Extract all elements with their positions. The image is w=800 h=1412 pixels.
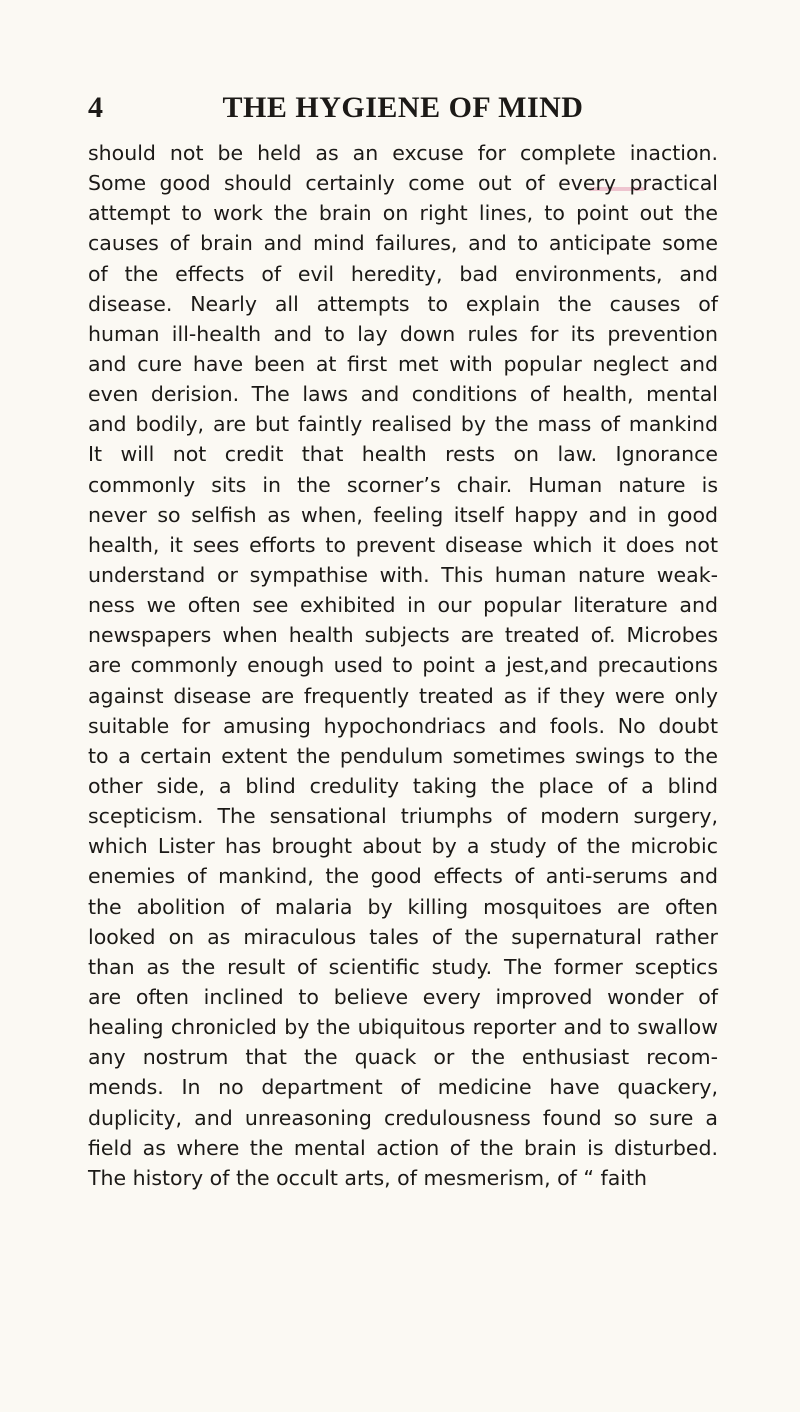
page-number: 4 <box>88 91 103 124</box>
text-line: and bodily, are but faintly realised by the mass of mankind <box>88 412 718 437</box>
page-header <box>88 88 718 128</box>
text-line: against disease are frequently treated as if they were only <box>88 683 718 708</box>
text-line: disease. Nearly all attempts to explain the causes of <box>88 291 718 316</box>
text-line: The history of the occult arts, of mesmerism, of “ faith <box>88 1165 648 1190</box>
text-line: looked on as miraculous tales of the supernatural rather <box>88 924 718 949</box>
text-line: duplicity, and unreasoning credulousness found so sure a <box>88 1105 718 1130</box>
text-line: are commonly enough used to point a jest,and precautions <box>88 653 718 678</box>
text-line: human ill-health and to lay down rules for its prevention <box>88 321 718 346</box>
text-line: to a certain extent the pendulum sometimes swings to the <box>88 743 718 768</box>
text-line: the abolition of malaria by killing mosquitoes are often <box>88 894 718 919</box>
text-line: attempt to work the brain on right lines, to point out the <box>88 201 718 226</box>
text-line: of the effects of evil heredity, bad environments, and <box>88 261 718 286</box>
text-line: causes of brain and mind failures, and to anticipate some <box>88 231 718 256</box>
text-line: commonly sits in the scorner’s chair. Human nature is <box>88 472 718 497</box>
text-line: ness we often see exhibited in our popular literature and <box>88 593 718 618</box>
text-line: scepticism. The sensational triumphs of modern surgery, <box>88 804 718 829</box>
text-line: never so selfish as when, feeling itself happy and in good <box>88 502 718 527</box>
text-line: field as where the mental action of the brain is disturbed. <box>88 1135 718 1160</box>
text-line: and cure have been at first met with popular neglect and <box>88 351 718 376</box>
text-line: any nostrum that the quack or the enthusiast recom- <box>88 1045 718 1070</box>
text-line: suitable for amusing hypochondriacs and fools. No doubt <box>88 713 718 738</box>
text-line: health, it sees efforts to prevent disease which it does not <box>88 532 718 557</box>
text-line: are often inclined to believe every improved wonder of <box>88 984 718 1009</box>
text-line: enemies of mankind, the good effects of anti-serums and <box>88 864 718 889</box>
text-line: newspapers when health subjects are treated of. Microbes <box>88 623 718 648</box>
text-line: mends. In no department of medicine have quackery, <box>88 1075 718 1100</box>
text-line: should not be held as an excuse for complete inaction. <box>88 141 718 165</box>
text-line: even derision. The laws and conditions of health, mental <box>88 382 718 407</box>
body-paragraph <box>88 138 718 1193</box>
text-line: understand or sympathise with. This human nature weak- <box>88 562 718 587</box>
text-line: It will not credit that health rests on law. Ignorance <box>88 442 718 467</box>
running-title: THE HYGIENE OF MIND <box>222 91 584 124</box>
text-line: healing chronicled by the ubiquitous reporter and to swallow <box>88 1015 718 1040</box>
text-line: which Lister has brought about by a study of the microbic <box>88 834 718 859</box>
text-line: other side, a blind credulity taking the place of a blind <box>88 773 718 798</box>
text-line: than as the result of scientific study. The former sceptics <box>88 954 718 979</box>
text-line: Some good should certainly come out of every practical <box>88 171 718 196</box>
